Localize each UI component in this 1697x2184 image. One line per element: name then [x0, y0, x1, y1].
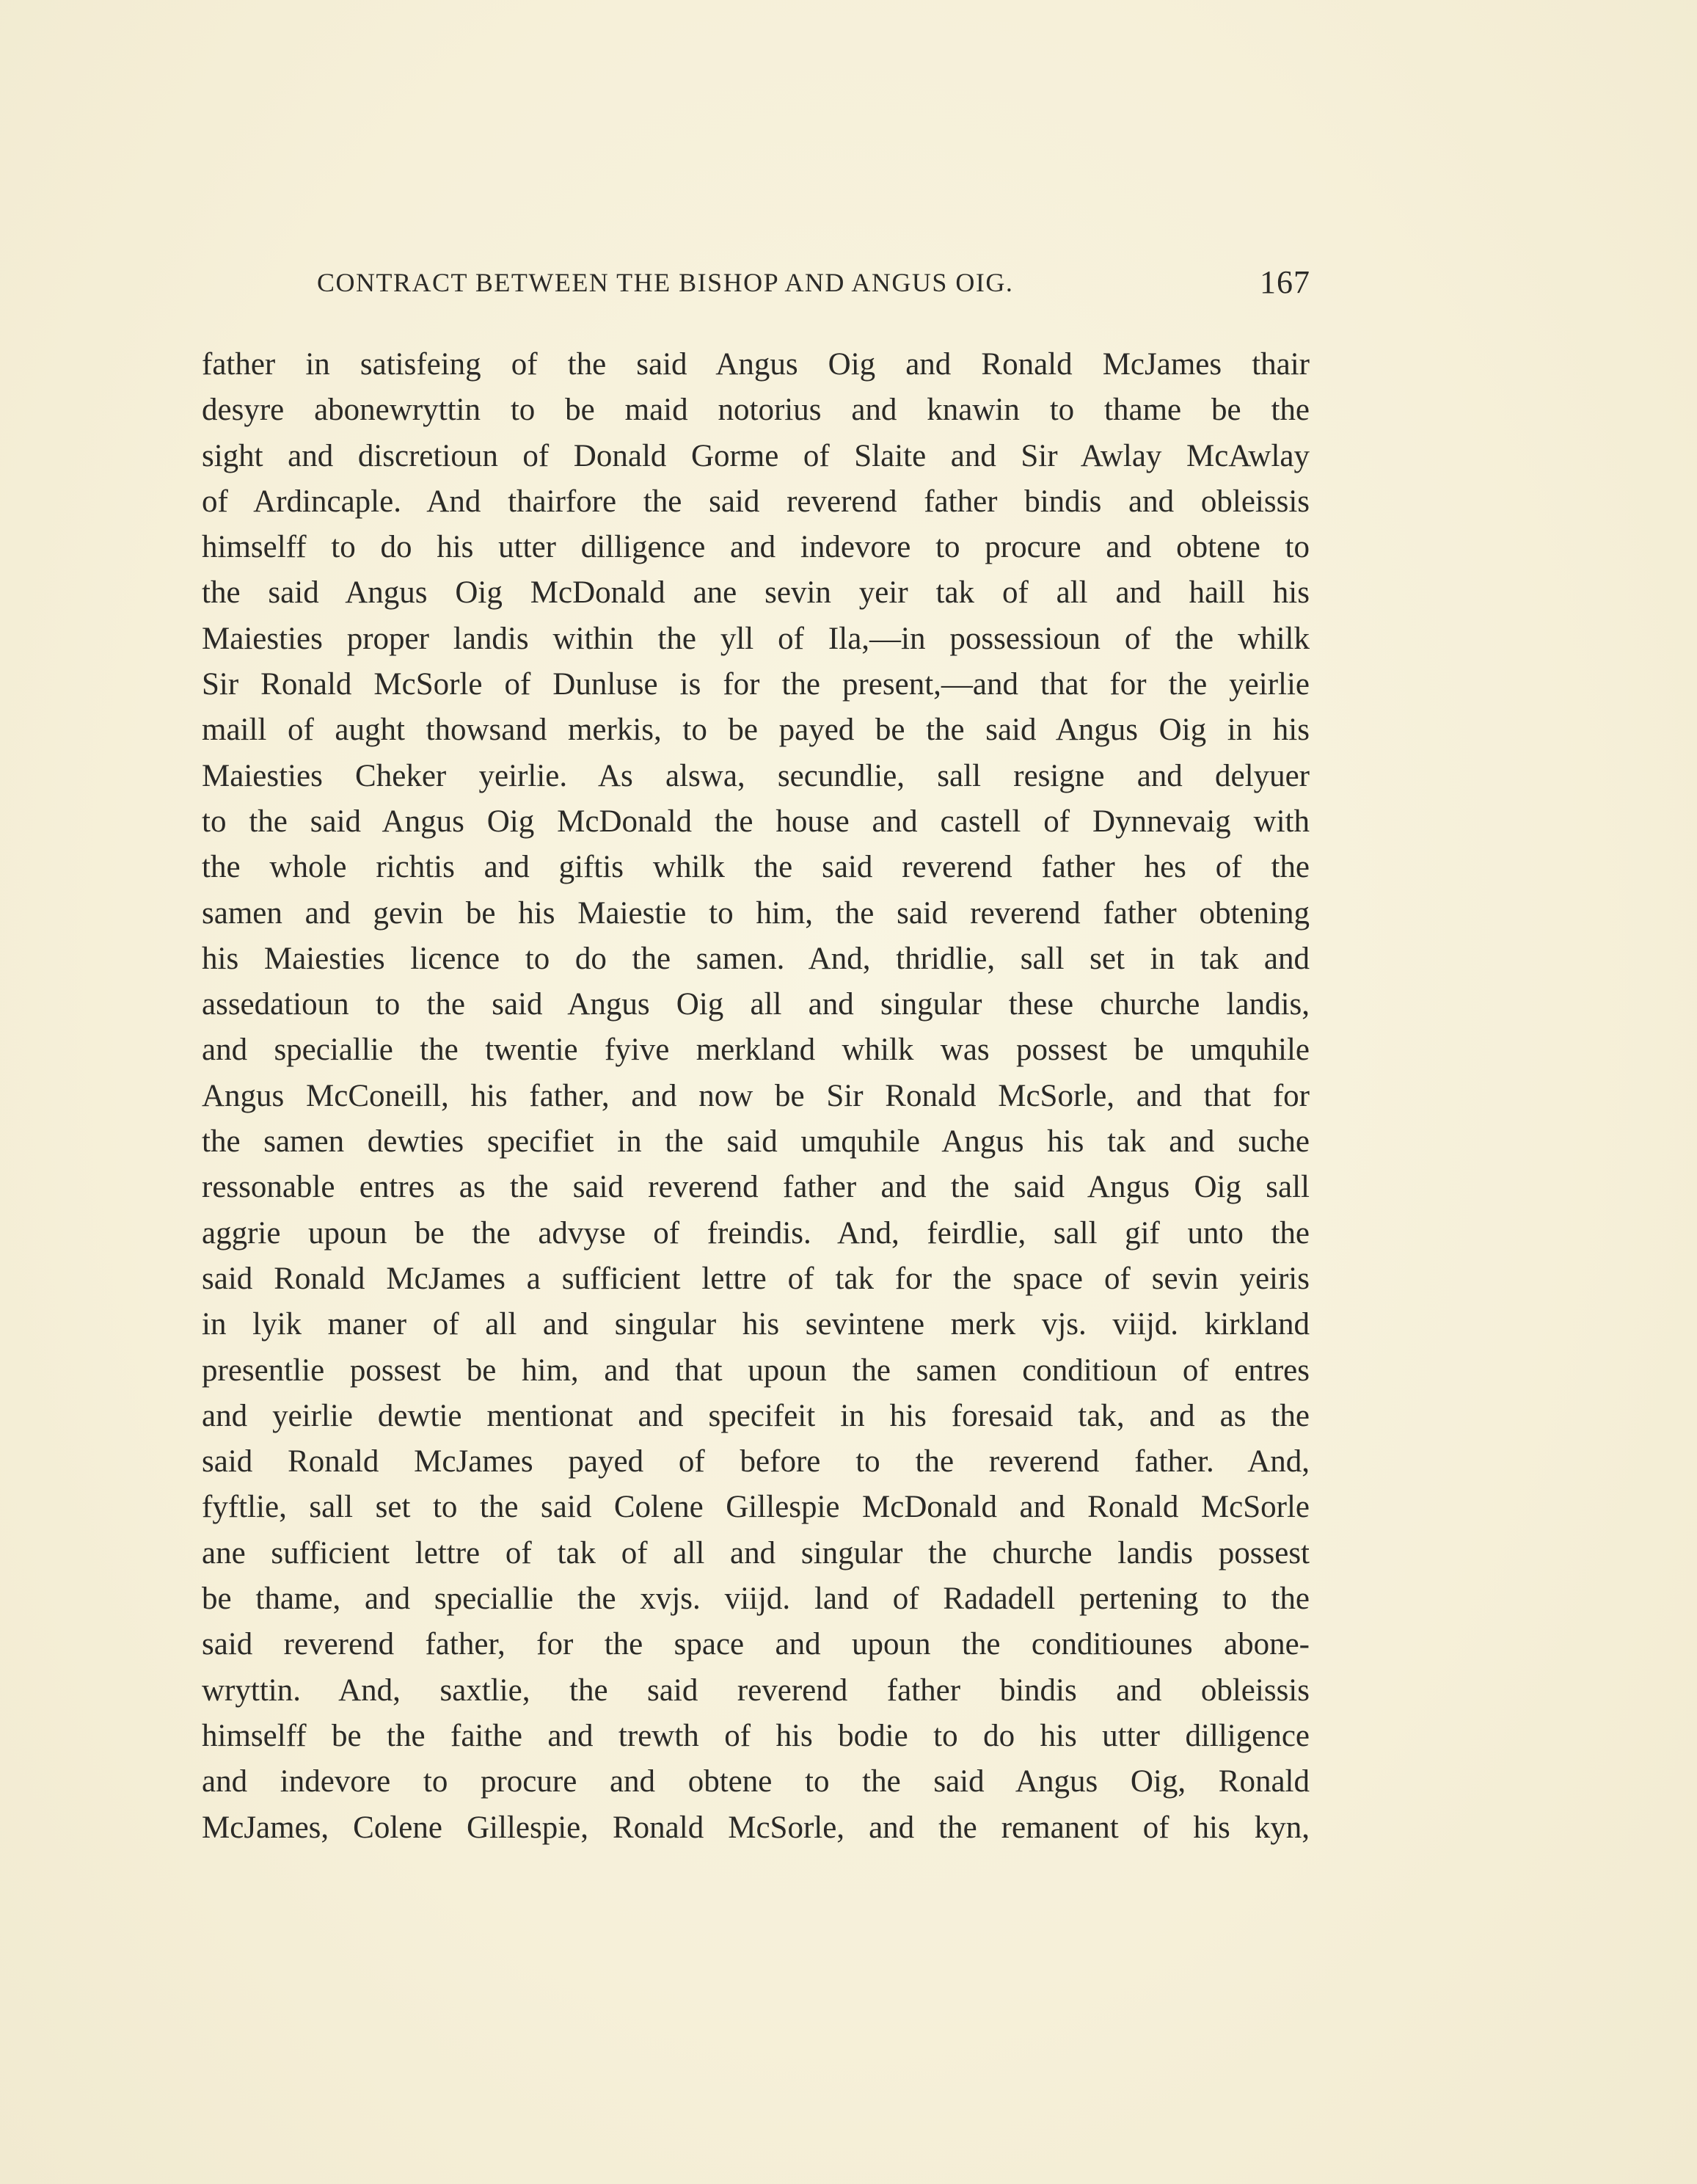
text-line: his Maiesties licence to do the samen. And, thridlie, sall set in tak and: [202, 941, 1310, 976]
text-line: to the said Angus Oig McDonald the house and castell of Dynnevaig with: [202, 804, 1310, 839]
page-number: 167: [1260, 264, 1310, 300]
text-line: said Ronald McJames a sufficient lettre of tak for the space of sevin yeiris: [202, 1261, 1310, 1296]
text-line: ane sufficient lettre of tak of all and singular the churche landis possest: [202, 1535, 1310, 1570]
text-line: himselff be the faithe and trewth of his bodie to do his utter dilligence: [202, 1718, 1310, 1753]
text-line: and yeirlie dewtie mentionat and specifeit in his foresaid tak, and as the: [202, 1398, 1310, 1433]
text-line: maill of aught thowsand merkis, to be payed be the said Angus Oig in his: [202, 713, 1310, 748]
text-line: father in satisfeing of the said Angus Oig and Ronald McJames thair: [202, 347, 1310, 382]
text-line: and speciallie the twentie fyive merkland whilk was possest be umquhile: [202, 1033, 1310, 1068]
text-line: be thame, and speciallie the xvjs. viijd. land of Radadell pertening to the: [202, 1581, 1310, 1617]
text-line: the said Angus Oig McDonald ane sevin yeir tak of all and haill his: [202, 575, 1310, 611]
text-line: presentlie possest be him, and that upoun the samen conditioun of entres: [202, 1353, 1310, 1388]
text-line: samen and gevin be his Maiestie to him, the said reverend father obtening: [202, 895, 1310, 931]
text-line: said Ronald McJames payed of before to the reverend father. And,: [202, 1444, 1310, 1479]
body-text: [202, 342, 1310, 1851]
text-line: assedatioun to the said Angus Oig all and singular these churche landis,: [202, 987, 1310, 1022]
running-title: CONTRACT BETWEEN THE BISHOP AND ANGUS OIG.: [317, 268, 1014, 297]
text-line: fyftlie, sall set to the said Colene Gillespie McDonald and Ronald McSorle: [202, 1490, 1310, 1525]
text-line: ressonable entres as the said reverend father and the said Angus Oig sall: [202, 1170, 1310, 1205]
text-line: of Ardincaple. And thairfore the said reverend father bindis and obleissis: [202, 484, 1310, 519]
text-line: the whole richtis and giftis whilk the said reverend father hes of the: [202, 850, 1310, 885]
text-line: said reverend father, for the space and upoun the conditiounes abone-: [202, 1627, 1310, 1662]
text-line: himselff to do his utter dilligence and indevore to procure and obtene to: [202, 530, 1310, 565]
text-line: Maiesties Cheker yeirlie. As alswa, secundlie, sall resigne and delyuer: [202, 758, 1310, 793]
text-line: Sir Ronald McSorle of Dunluse is for the present,—and that for the yeirlie: [202, 667, 1310, 702]
text-line: desyre abonewryttin to be maid notorius and knawin to thame be the: [202, 393, 1310, 428]
text-line: aggrie upoun be the advyse of freindis. And, feirdlie, sall gif unto the: [202, 1215, 1310, 1251]
text-line: Maiesties proper landis within the yll of Ila,—in possessioun of the whilk: [202, 621, 1310, 656]
text-line: Angus McConeill, his father, and now be Sir Ronald McSorle, and that for: [202, 1078, 1310, 1113]
text-line: wryttin. And, saxtlie, the said reverend father bindis and obleissis: [202, 1672, 1310, 1708]
text-line: the samen dewties specifiet in the said umquhile Angus his tak and suche: [202, 1124, 1310, 1160]
running-head: [317, 264, 1310, 301]
text-line: in lyik maner of all and singular his sevintene merk vjs. viijd. kirkland: [202, 1307, 1310, 1342]
text-line: sight and discretioun of Donald Gorme of Slaite and Sir Awlay McAwlay: [202, 438, 1310, 473]
text-line: McJames, Colene Gillespie, Ronald McSorle, and the remanent of his kyn,: [202, 1810, 1310, 1845]
text-line: and indevore to procure and obtene to the said Angus Oig, Ronald: [202, 1764, 1310, 1799]
